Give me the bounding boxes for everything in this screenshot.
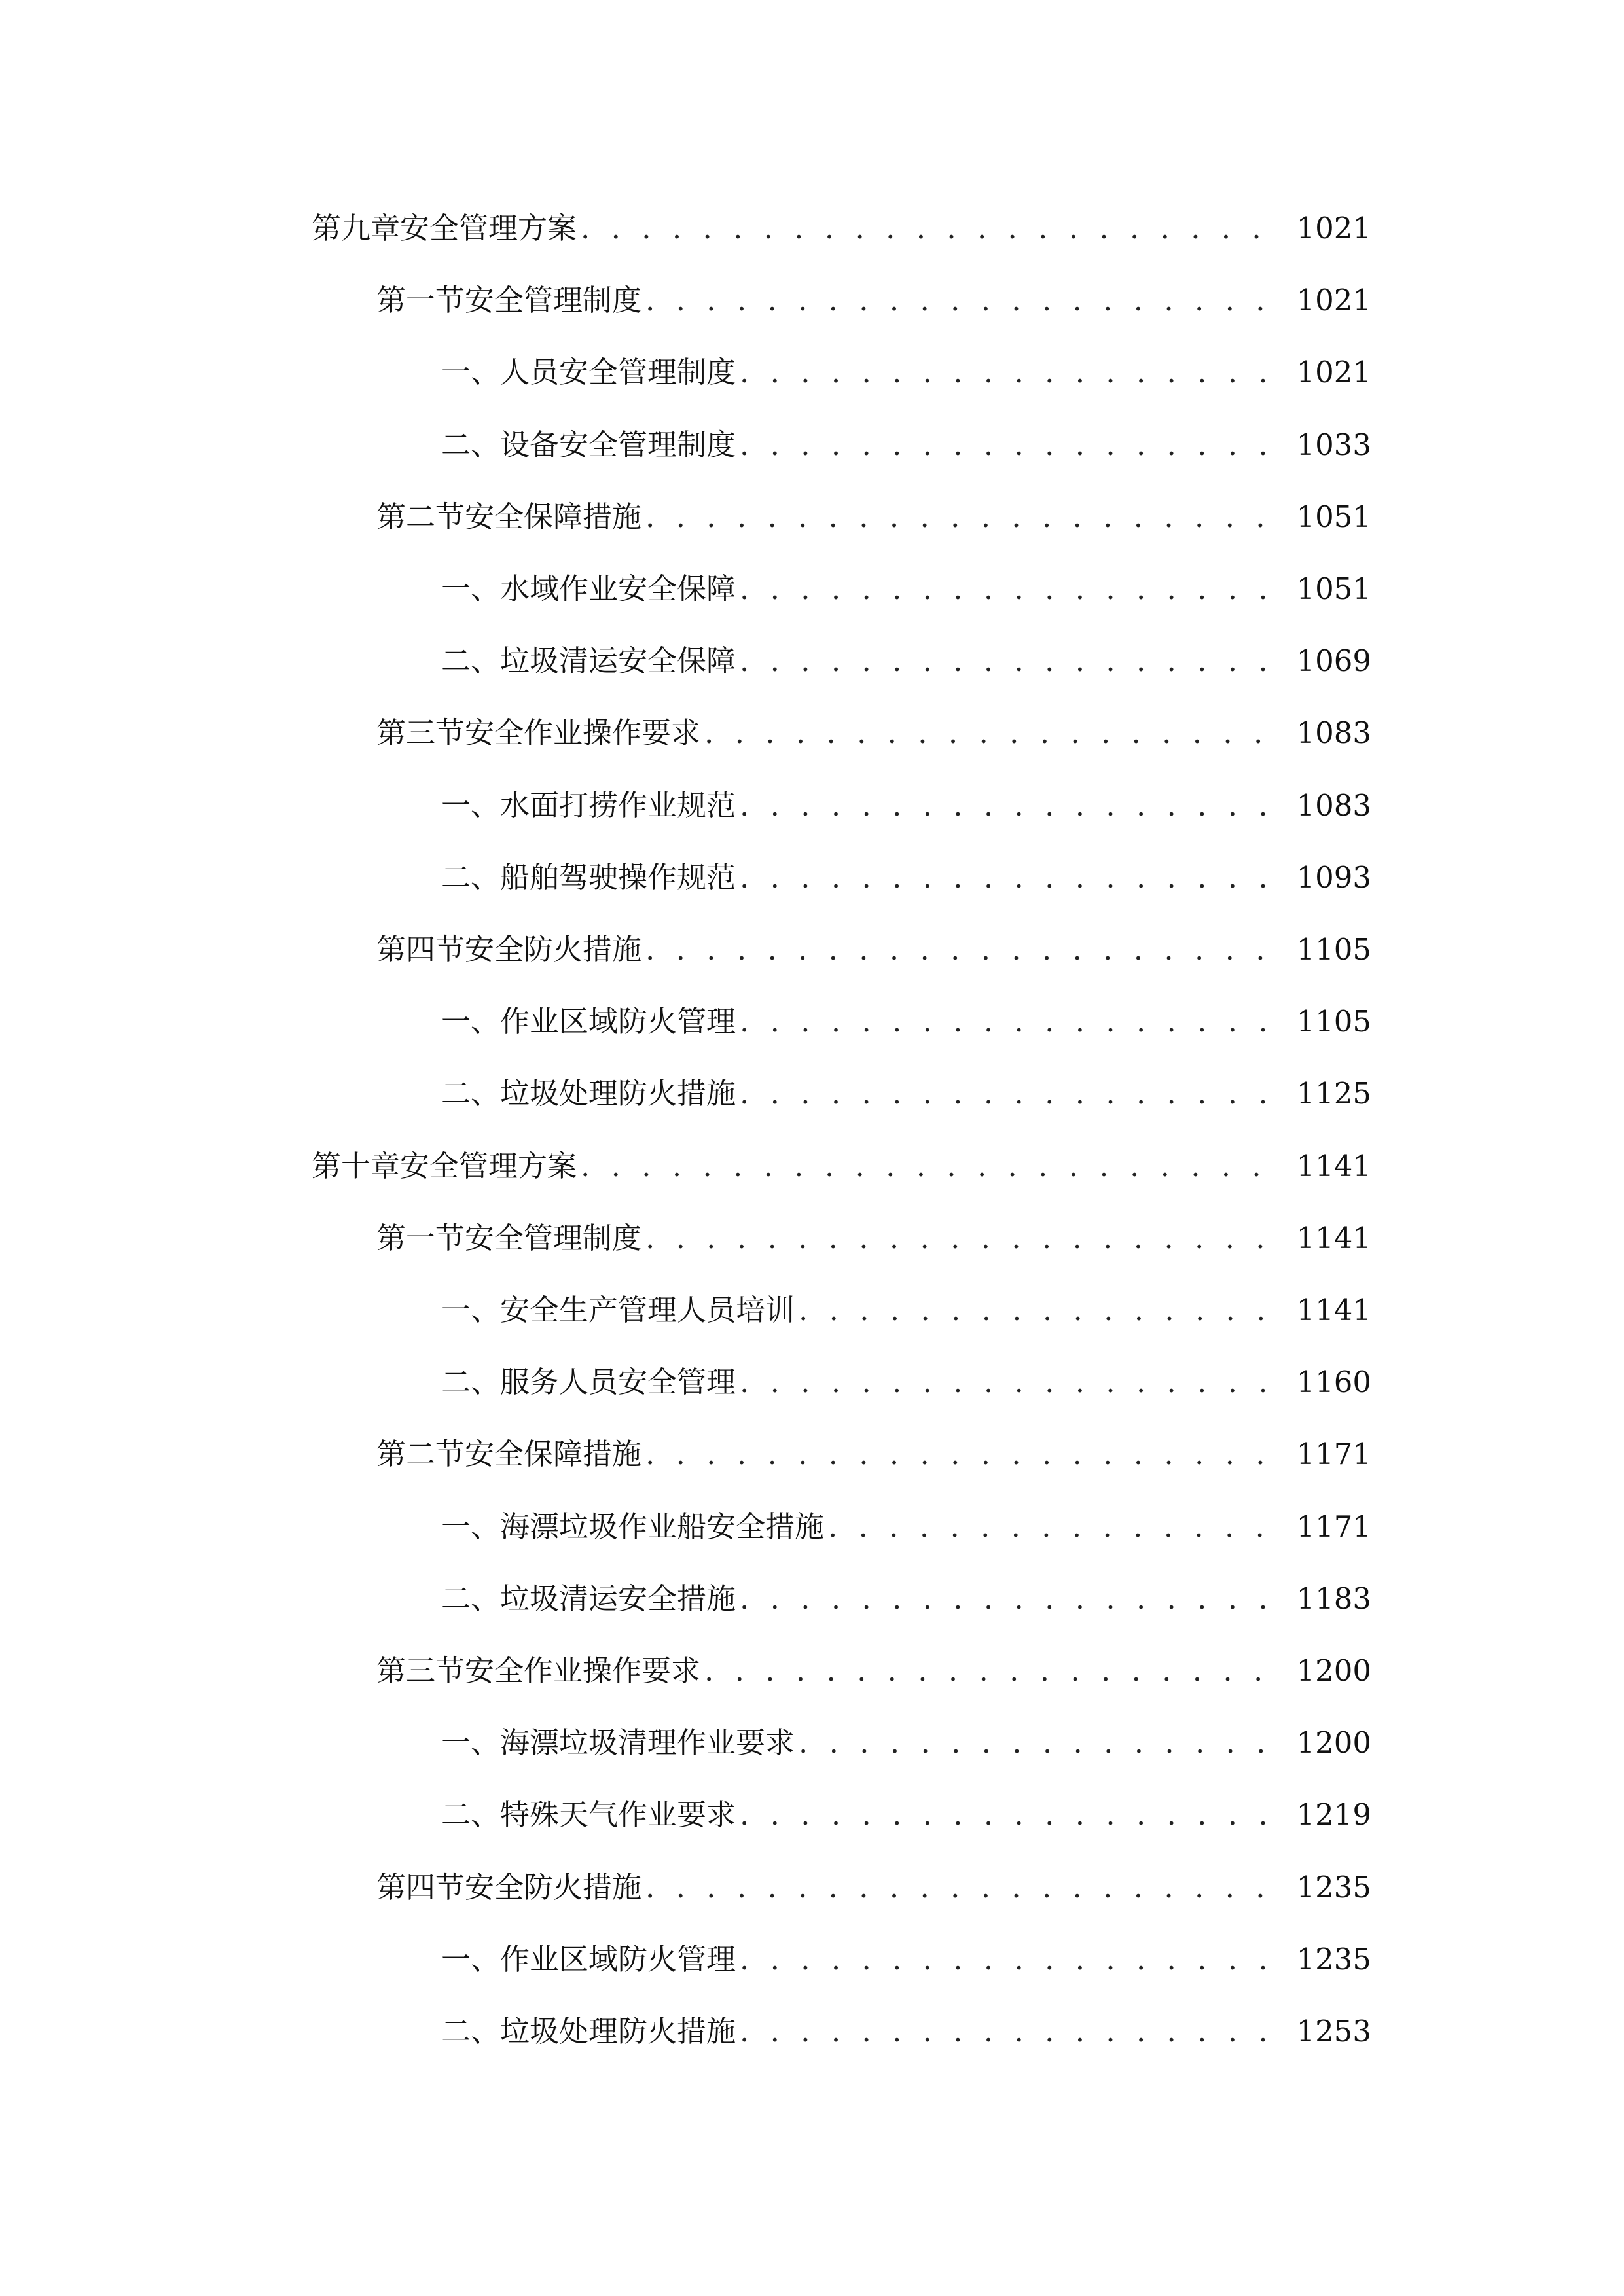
- toc-entry-page-number: 1141: [1296, 1292, 1371, 1327]
- toc-entry-page-number: 1160: [1296, 1364, 1371, 1399]
- toc-entry[interactable]: [441, 624, 1371, 696]
- toc-entry-page-number: 1051: [1296, 571, 1371, 606]
- toc-entry[interactable]: [441, 1057, 1371, 1129]
- toc-entry-title: 人员安全管理制度: [500, 354, 736, 389]
- toc-entry[interactable]: [441, 1706, 1371, 1778]
- toc-entry[interactable]: [376, 264, 1371, 336]
- toc-entry-title: 垃圾清运安全保障: [500, 643, 736, 678]
- dot-leader: [704, 1656, 1284, 1685]
- toc-entry-page-number: 1021: [1296, 210, 1371, 245]
- dot-leader: [740, 1584, 1284, 1613]
- toc-entry-title: 垃圾清运安全措施: [500, 1581, 736, 1616]
- toc-entry-page-number: 1105: [1296, 1003, 1371, 1039]
- toc-entry-number: 一、: [441, 1509, 501, 1544]
- toc-entry[interactable]: [376, 1634, 1371, 1706]
- toc-entry-title: 海漂垃圾清理作业要求: [500, 1725, 795, 1760]
- toc-entry-page-number: 1021: [1296, 282, 1371, 317]
- dot-leader: [704, 718, 1284, 747]
- toc-entry-page-number: 1200: [1296, 1725, 1371, 1760]
- toc-entry[interactable]: [376, 913, 1371, 985]
- dot-leader: [740, 430, 1284, 459]
- toc-entry-page-number: 1200: [1296, 1653, 1371, 1688]
- toc-entry-page-number: 1141: [1296, 1220, 1371, 1255]
- toc-entry-number: 二、: [441, 1075, 501, 1111]
- toc-entry[interactable]: [441, 1346, 1371, 1418]
- dot-leader: [740, 357, 1284, 387]
- dot-leader: [799, 1295, 1284, 1325]
- toc-entry[interactable]: [376, 1202, 1371, 1274]
- toc-entry[interactable]: [312, 192, 1371, 264]
- toc-entry-page-number: 1069: [1296, 643, 1371, 678]
- dot-leader: [740, 1007, 1284, 1036]
- dot-leader: [740, 1945, 1284, 1974]
- toc-entry-number: 第二节: [376, 499, 465, 534]
- toc-entry-title: 安全管理制度: [465, 1220, 642, 1255]
- dot-leader: [645, 1439, 1284, 1469]
- toc-entry-title: 安全生产管理人员培训: [500, 1292, 795, 1327]
- toc-entry[interactable]: [441, 1923, 1371, 1995]
- toc-entry[interactable]: [441, 336, 1371, 408]
- toc-entry-number: 第四节: [376, 931, 465, 967]
- dot-leader: [645, 285, 1284, 315]
- dot-leader: [828, 1512, 1284, 1541]
- toc-entry[interactable]: [312, 1130, 1371, 1202]
- toc-entry-number: 二、: [441, 1364, 501, 1399]
- toc-entry-number: 第九章: [312, 210, 401, 245]
- toc-entry-title: 安全管理方案: [400, 1148, 577, 1183]
- toc-entry[interactable]: [441, 408, 1371, 480]
- toc-entry-title: 安全防火措施: [465, 1869, 642, 1905]
- dot-leader: [581, 1151, 1284, 1181]
- dot-leader: [645, 1223, 1284, 1253]
- toc-entry-page-number: 1219: [1296, 1797, 1371, 1832]
- dot-leader: [581, 213, 1284, 243]
- toc-entry[interactable]: [376, 696, 1371, 768]
- toc-entry-page-number: 1105: [1296, 931, 1371, 967]
- toc-entry-title: 安全管理制度: [465, 282, 642, 317]
- toc-entry-number: 二、: [441, 427, 501, 462]
- toc-entry-number: 第一节: [376, 1220, 465, 1255]
- toc-entry-page-number: 1253: [1296, 2013, 1371, 2049]
- toc-entry-page-number: 1235: [1296, 1941, 1371, 1977]
- toc-entry-page-number: 1171: [1296, 1436, 1371, 1471]
- dot-leader: [740, 1800, 1284, 1829]
- toc-entry-number: 一、: [441, 1292, 501, 1327]
- toc-entry-number: 第三节: [376, 715, 465, 750]
- toc-entry-number: 一、: [441, 571, 501, 606]
- dot-leader: [645, 502, 1284, 531]
- toc-entry-title: 设备安全管理制度: [500, 427, 736, 462]
- toc-entry[interactable]: [376, 1418, 1371, 1490]
- dot-leader: [645, 935, 1284, 964]
- toc-entry[interactable]: [441, 769, 1371, 841]
- toc-entry-page-number: 1083: [1296, 715, 1371, 750]
- toc-entry-number: 第一节: [376, 282, 465, 317]
- toc-entry-number: 一、: [441, 354, 501, 389]
- toc-entry-title: 垃圾处理防火措施: [500, 2013, 736, 2049]
- toc-entry-title: 安全保障措施: [465, 1436, 642, 1471]
- toc-entry[interactable]: [441, 841, 1371, 913]
- toc-entry-number: 二、: [441, 859, 501, 895]
- toc-entry[interactable]: [376, 1851, 1371, 1923]
- toc-entry-number: 第三节: [376, 1653, 465, 1688]
- dot-leader: [645, 1873, 1284, 1902]
- toc-entry[interactable]: [441, 1995, 1371, 2067]
- dot-leader: [740, 791, 1284, 820]
- toc-entry-title: 安全防火措施: [465, 931, 642, 967]
- toc-entry-title: 垃圾处理防火措施: [500, 1075, 736, 1111]
- toc-entry-page-number: 1235: [1296, 1869, 1371, 1905]
- toc-entry-number: 二、: [441, 643, 501, 678]
- toc-entry[interactable]: [441, 552, 1371, 624]
- toc-entry-page-number: 1033: [1296, 427, 1371, 462]
- dot-leader: [740, 2017, 1284, 2046]
- toc-entry-number: 二、: [441, 1581, 501, 1616]
- toc-entry-number: 第四节: [376, 1869, 465, 1905]
- toc-entry-number: 一、: [441, 1941, 501, 1977]
- toc-entry[interactable]: [441, 1490, 1371, 1562]
- toc-entry[interactable]: [441, 1778, 1371, 1850]
- toc-entry[interactable]: [376, 480, 1371, 552]
- toc-entry-page-number: 1171: [1296, 1509, 1371, 1544]
- toc-entry-title: 船舶驾驶操作规范: [500, 859, 736, 895]
- toc-entry-page-number: 1021: [1296, 354, 1371, 389]
- toc-entry-number: 第二节: [376, 1436, 465, 1471]
- dot-leader: [740, 646, 1284, 675]
- toc-entry[interactable]: [441, 1562, 1371, 1634]
- toc-entry[interactable]: [441, 1274, 1371, 1346]
- toc-entry-title: 服务人员安全管理: [500, 1364, 736, 1399]
- toc-entry-title: 安全作业操作要求: [465, 715, 701, 750]
- toc-entry-title: 作业区域防火管理: [500, 1003, 736, 1039]
- toc-entry-page-number: 1183: [1296, 1581, 1371, 1616]
- toc-entry-title: 安全作业操作要求: [465, 1653, 701, 1688]
- dot-leader: [740, 1079, 1284, 1108]
- toc-entry-page-number: 1125: [1296, 1075, 1371, 1111]
- toc-entry-page-number: 1093: [1296, 859, 1371, 895]
- toc-entry-number: 一、: [441, 1725, 501, 1760]
- toc-entry-title: 作业区域防火管理: [500, 1941, 736, 1977]
- dot-leader: [799, 1728, 1284, 1757]
- toc-entry-number: 一、: [441, 787, 501, 823]
- toc-entry-page-number: 1051: [1296, 499, 1371, 534]
- toc-entry-title: 特殊天气作业要求: [500, 1797, 736, 1832]
- toc-entry-number: 第十章: [312, 1148, 401, 1183]
- dot-leader: [740, 1367, 1284, 1397]
- toc-entry-page-number: 1083: [1296, 787, 1371, 823]
- toc-entry-number: 二、: [441, 1797, 501, 1832]
- dot-leader: [740, 863, 1284, 892]
- toc-entry-title: 安全管理方案: [400, 210, 577, 245]
- toc-entry-title: 海漂垃圾作业船安全措施: [500, 1509, 825, 1544]
- toc-entry-page-number: 1141: [1296, 1148, 1371, 1183]
- dot-leader: [740, 574, 1284, 603]
- toc-entry-title: 水面打捞作业规范: [500, 787, 736, 823]
- toc-entry-title: 安全保障措施: [465, 499, 642, 534]
- toc-entry-number: 一、: [441, 1003, 501, 1039]
- toc-entry[interactable]: [441, 985, 1371, 1057]
- toc-entry-number: 二、: [441, 2013, 501, 2049]
- toc-entry-title: 水域作业安全保障: [500, 571, 736, 606]
